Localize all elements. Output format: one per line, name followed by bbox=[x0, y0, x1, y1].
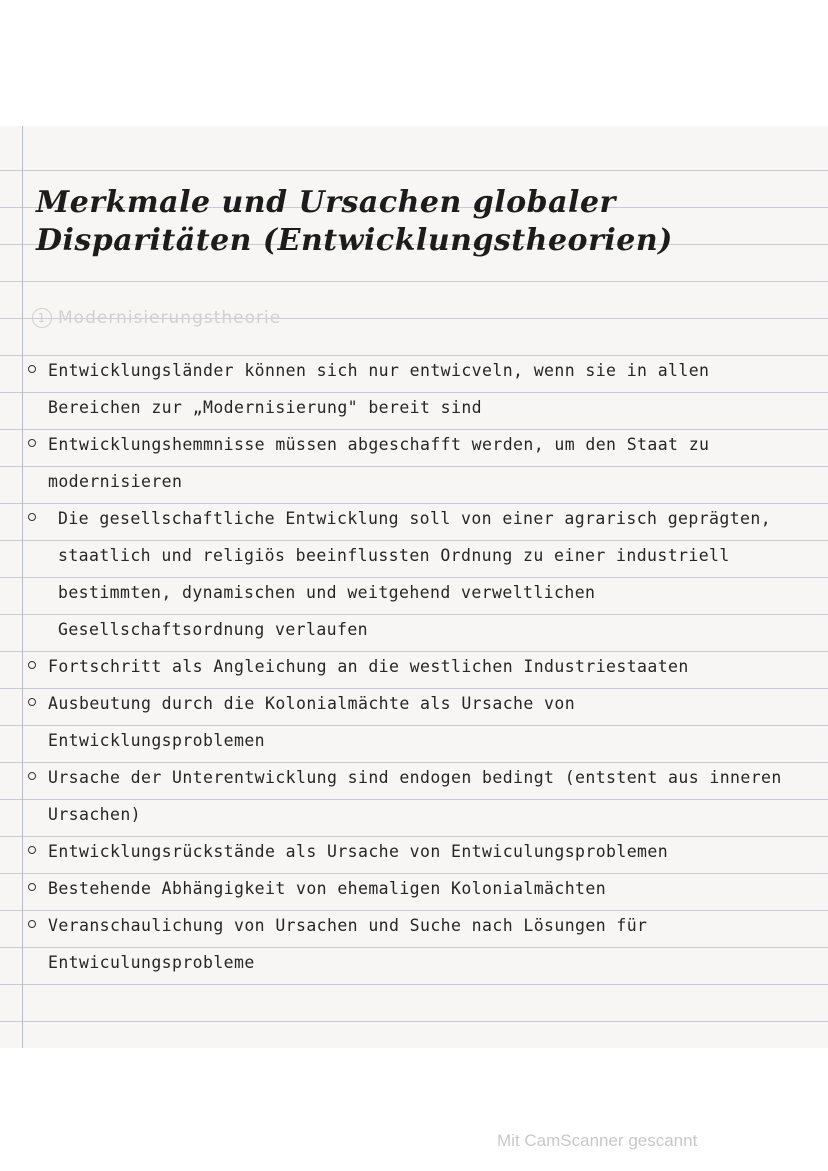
section-number-badge: 1 bbox=[32, 308, 52, 328]
bullet-text: Fortschritt als Angleichung an die westlichen Industriestaaten bbox=[48, 657, 689, 676]
bullet-text: Veranschaulichung von Ursachen und Suche nach Lösungen für Entwiculungsprobleme bbox=[48, 916, 648, 972]
page-title bbox=[36, 184, 673, 260]
list-item bbox=[28, 352, 808, 426]
bullet-circle-icon bbox=[28, 365, 36, 373]
bullet-text: Ausbeutung durch die Kolonialmächte als Ursache von Entwicklungsproblemen bbox=[48, 694, 576, 750]
bullet-circle-icon bbox=[28, 698, 36, 706]
section-heading bbox=[32, 308, 281, 328]
list-item bbox=[28, 870, 808, 907]
bullet-text: Entwicklungsländer können sich nur entwicveln, wenn sie in allen Bereichen zur „Modernisierung" bereit sind bbox=[48, 361, 710, 417]
notebook-page bbox=[0, 126, 828, 1048]
title-line-2: Disparitäten (Entwicklungstheorien) bbox=[36, 223, 673, 258]
bullet-circle-icon bbox=[28, 883, 36, 891]
bullet-circle-icon bbox=[28, 513, 36, 521]
bullet-list bbox=[28, 352, 808, 981]
bullet-text: Bestehende Abhängigkeit von ehemaligen Kolonialmächten bbox=[48, 879, 607, 898]
list-item bbox=[28, 833, 808, 870]
bullet-text: Entwicklungsrückstände als Ursache von Entwiculungsproblemen bbox=[48, 842, 669, 861]
list-item bbox=[28, 685, 808, 759]
bullet-text: Die gesellschaftliche Entwicklung soll von einer agrarisch geprägten, staatlich und religiös beeinflussten Ordnung zu einer industriell bestimmten, dynamischen und weitgehend verweltlichen Gesellschaftsordnung verlaufen bbox=[58, 509, 772, 639]
bullet-text: Entwicklungshemmnisse müssen abgeschafft werden, um den Staat zu modernisieren bbox=[48, 435, 710, 491]
bullet-circle-icon bbox=[28, 661, 36, 669]
section-title: Modernisierungstheorie bbox=[58, 308, 282, 328]
bullet-circle-icon bbox=[28, 920, 36, 928]
margin-line bbox=[22, 126, 23, 1048]
list-item bbox=[28, 907, 808, 981]
list-item bbox=[28, 426, 808, 500]
list-item bbox=[28, 648, 808, 685]
scanner-watermark: Mit CamScanner gescannt bbox=[497, 1131, 698, 1150]
bullet-circle-icon bbox=[28, 772, 36, 780]
list-item bbox=[28, 500, 808, 648]
bullet-circle-icon bbox=[28, 846, 36, 854]
bullet-text: Ursache der Unterentwicklung sind endogen bedingt (entstent aus inneren Ursachen) bbox=[48, 768, 782, 824]
title-line-1: Merkmale und Ursachen globaler bbox=[36, 185, 616, 220]
bullet-circle-icon bbox=[28, 439, 36, 447]
list-item bbox=[28, 759, 808, 833]
